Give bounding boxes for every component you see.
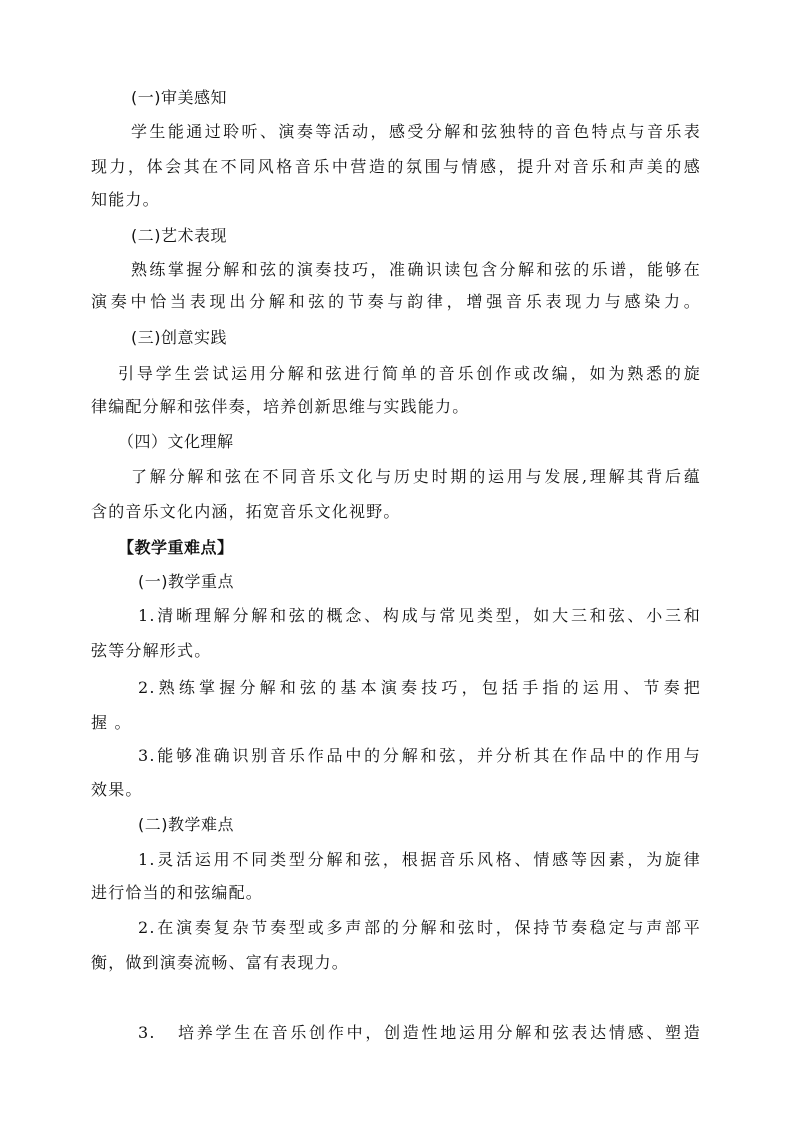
section-heading-creative: (三)创意实践 — [131, 328, 227, 347]
paragraph-line: 知能力。 — [91, 190, 160, 209]
list-item-continuation: 弦等分解形式。 — [91, 641, 212, 660]
list-item: 1.灵活运用不同类型分解和弦，根据音乐风格、情感等因素，为旋律 — [138, 850, 701, 869]
paragraph-line: 了解分解和弦在不同音乐文化与历史时期的运用与发展,理解其背后蕴 — [131, 467, 701, 486]
paragraph-line: 学生能通过聆听、演奏等活动，感受分解和弦独特的音色特点与音乐表 — [131, 122, 701, 141]
paragraph-line: 现力，体会其在不同风格音乐中营造的氛围与情感，提升对音乐和声美的感 — [91, 157, 701, 176]
focus-heading: (一)教学重点 — [138, 572, 234, 591]
key-points-title: 【教学重难点】 — [118, 538, 234, 557]
paragraph-line: 演奏中恰当表现出分解和弦的节奏与韵律，增强音乐表现力与感染力。 — [91, 292, 701, 311]
list-item: 2.熟练掌握分解和弦的基本演奏技巧，包括手指的运用、节奏把 — [138, 678, 701, 697]
list-item-continuation: 衡，做到演奏流畅、富有表现力。 — [91, 953, 350, 972]
section-heading-art: (二)艺术表现 — [131, 226, 227, 245]
list-item: 3.能够准确识别音乐作品中的分解和弦，并分析其在作品中的作用与 — [138, 746, 701, 765]
extra-item-text: 培养学生在音乐创作中，创造性地运用分解和弦表达情感、塑造 — [178, 1023, 701, 1042]
section-heading-aesthetic: (一)审美感知 — [131, 88, 227, 107]
list-item-continuation: 进行恰当的和弦编配。 — [91, 883, 264, 902]
list-item-continuation: 握 。 — [91, 713, 132, 732]
paragraph-line: 引导学生尝试运用分解和弦进行简单的音乐创作或改编，如为熟悉的旋 — [118, 364, 701, 383]
extra-item-number: 3. — [138, 1023, 156, 1042]
section-heading-culture: （四）文化理解 — [118, 432, 234, 451]
paragraph-line: 含的音乐文化内涵，拓宽音乐文化视野。 — [91, 502, 401, 521]
difficulty-heading: (二)教学难点 — [138, 815, 234, 834]
paragraph-line: 熟练掌握分解和弦的演奏技巧，准确识读包含分解和弦的乐谱，能够在 — [131, 260, 701, 279]
list-item: 2.在演奏复杂节奏型或多声部的分解和弦时，保持节奏稳定与声部平 — [138, 918, 701, 937]
list-item-continuation: 效果。 — [91, 780, 143, 799]
paragraph-line: 律编配分解和弦伴奏，培养创新思维与实践能力。 — [91, 397, 470, 416]
list-item: 1.清晰理解分解和弦的概念、构成与常见类型，如大三和弦、小三和 — [138, 606, 701, 625]
